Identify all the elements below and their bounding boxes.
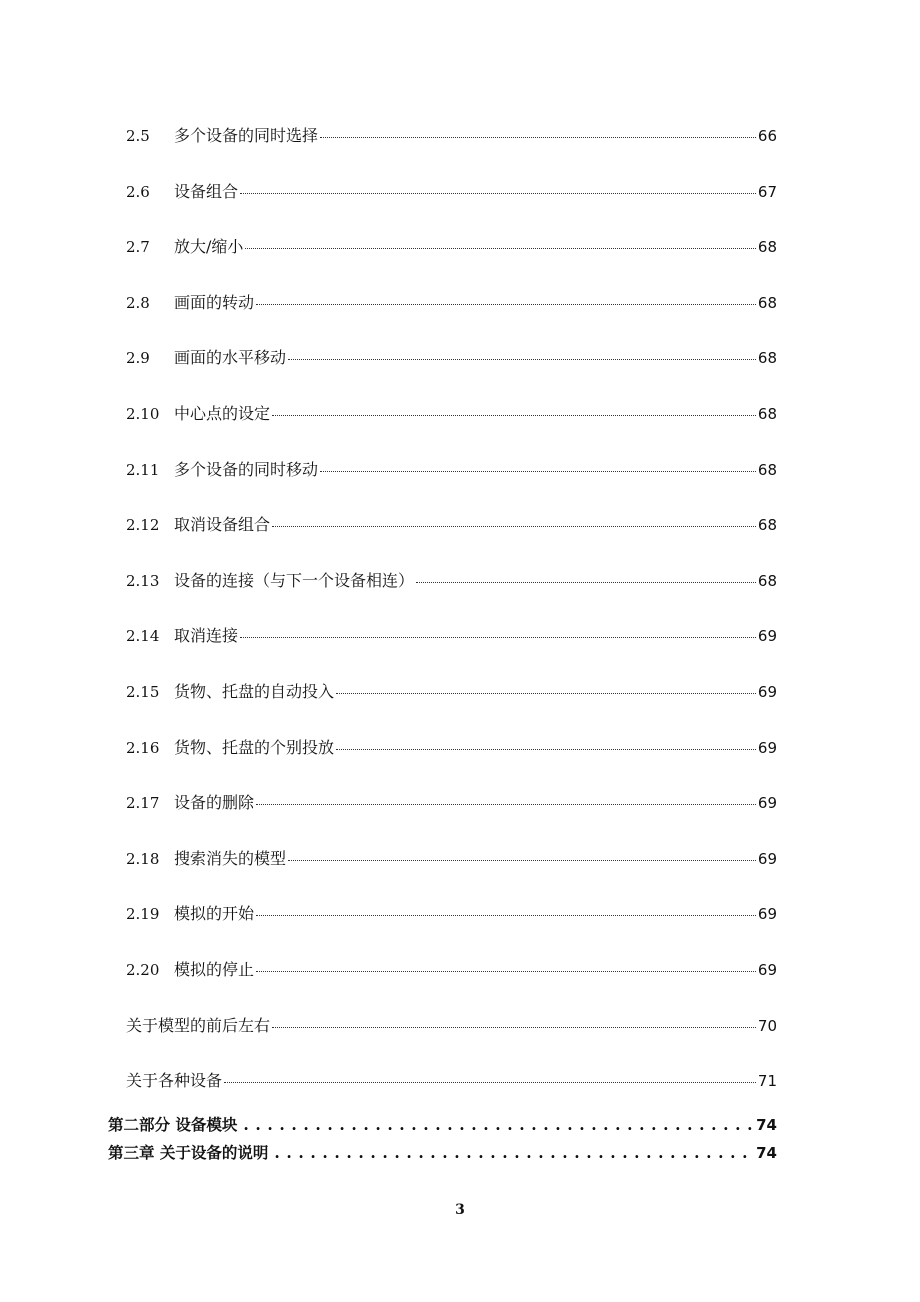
dot-leader — [274, 1143, 754, 1163]
entry-title: 设备的连接（与下一个设备相连） — [174, 571, 415, 590]
entry-page: 66 — [757, 127, 777, 145]
toc-entry[interactable] — [126, 571, 777, 591]
dot-leader — [245, 247, 756, 249]
entry-title: 放大/缩小 — [174, 237, 244, 256]
entry-page: 68 — [757, 294, 777, 312]
dot-leader — [272, 1026, 756, 1028]
dot-leader — [256, 914, 756, 916]
entry-page: 71 — [757, 1072, 777, 1090]
toc-entry[interactable] — [126, 126, 777, 146]
entry-page: 68 — [757, 405, 777, 423]
entry-title: 货物、托盘的个别投放 — [174, 738, 335, 757]
entry-title: 中心点的设定 — [174, 404, 271, 423]
toc-entry[interactable] — [126, 460, 777, 480]
entry-page: 69 — [757, 905, 777, 923]
entry-number: 2.6 — [126, 183, 150, 201]
dot-leader — [256, 970, 756, 972]
entry-number: 2.17 — [126, 794, 160, 812]
dot-leader — [416, 581, 756, 583]
section-page: 74 — [756, 1116, 777, 1134]
entry-page: 69 — [757, 683, 777, 701]
dot-leader — [336, 692, 756, 694]
toc-entry[interactable] — [126, 849, 777, 869]
entry-number: 2.20 — [126, 961, 160, 979]
entry-number: 2.16 — [126, 739, 160, 757]
toc-entry[interactable] — [126, 348, 777, 368]
entry-title: 关于各种设备 — [126, 1071, 223, 1090]
toc-entry[interactable] — [126, 237, 777, 257]
section-page: 74 — [756, 1144, 777, 1162]
toc-entry[interactable] — [126, 738, 777, 758]
dot-leader — [320, 470, 756, 472]
entry-title: 取消设备组合 — [174, 515, 271, 534]
dot-leader — [243, 1115, 754, 1135]
section-title: 第三章 关于设备的说明 — [108, 1143, 269, 1162]
entry-title: 设备组合 — [174, 182, 239, 201]
entry-title: 关于模型的前后左右 — [126, 1016, 271, 1035]
toc-entry[interactable] — [126, 1016, 777, 1036]
toc-entry[interactable] — [126, 182, 777, 202]
entry-page: 69 — [757, 794, 777, 812]
toc-section[interactable] — [108, 1115, 777, 1135]
entry-page: 68 — [757, 349, 777, 367]
entry-page: 68 — [757, 516, 777, 534]
entry-page: 69 — [757, 961, 777, 979]
toc-entry[interactable] — [126, 404, 777, 424]
toc-entry[interactable] — [126, 904, 777, 924]
toc-entry[interactable] — [126, 626, 777, 646]
entry-title: 多个设备的同时选择 — [174, 126, 319, 145]
entry-page: 69 — [757, 627, 777, 645]
toc-entry[interactable] — [126, 793, 777, 813]
entry-title: 设备的删除 — [174, 793, 255, 812]
dot-leader — [240, 636, 756, 638]
entry-page: 67 — [757, 183, 777, 201]
entry-page: 68 — [757, 238, 777, 256]
entry-page: 70 — [757, 1017, 777, 1035]
toc-entry[interactable] — [126, 682, 777, 702]
entry-title: 画面的转动 — [174, 293, 255, 312]
dot-leader — [224, 1081, 756, 1083]
entry-page: 68 — [757, 461, 777, 479]
entry-number: 2.10 — [126, 405, 160, 423]
entry-title: 画面的水平移动 — [174, 348, 287, 367]
toc-entry[interactable] — [126, 515, 777, 535]
toc-entry[interactable] — [126, 960, 777, 980]
toc-section[interactable] — [108, 1143, 777, 1163]
entry-number: 2.5 — [126, 127, 150, 145]
entry-page: 69 — [757, 739, 777, 757]
entry-title: 模拟的停止 — [174, 960, 255, 979]
entry-page: 68 — [757, 572, 777, 590]
entry-number: 2.15 — [126, 683, 160, 701]
entry-number: 2.11 — [126, 461, 160, 479]
entry-title: 多个设备的同时移动 — [174, 460, 319, 479]
dot-leader — [288, 358, 756, 360]
entry-number: 2.19 — [126, 905, 160, 923]
toc-entry[interactable] — [126, 293, 777, 313]
dot-leader — [256, 803, 756, 805]
dot-leader — [272, 525, 756, 527]
page-number: 3 — [455, 1202, 465, 1218]
entry-title: 货物、托盘的自动投入 — [174, 682, 335, 701]
entry-title: 搜索消失的模型 — [174, 849, 287, 868]
toc-entry[interactable] — [126, 1071, 777, 1091]
dot-leader — [320, 136, 756, 138]
dot-leader — [240, 192, 756, 194]
section-title: 第二部分 设备模块 — [108, 1115, 238, 1134]
dot-leader — [336, 748, 756, 750]
entry-number: 2.8 — [126, 294, 150, 312]
entry-page: 69 — [757, 850, 777, 868]
entry-number: 2.13 — [126, 572, 160, 590]
dot-leader — [272, 414, 756, 416]
entry-number: 2.18 — [126, 850, 160, 868]
entry-title: 模拟的开始 — [174, 904, 255, 923]
dot-leader — [288, 859, 756, 861]
entry-number: 2.7 — [126, 238, 150, 256]
entry-number: 2.9 — [126, 349, 150, 367]
entry-number: 2.12 — [126, 516, 160, 534]
dot-leader — [256, 303, 756, 305]
entry-number: 2.14 — [126, 627, 160, 645]
entry-title: 取消连接 — [174, 626, 239, 645]
